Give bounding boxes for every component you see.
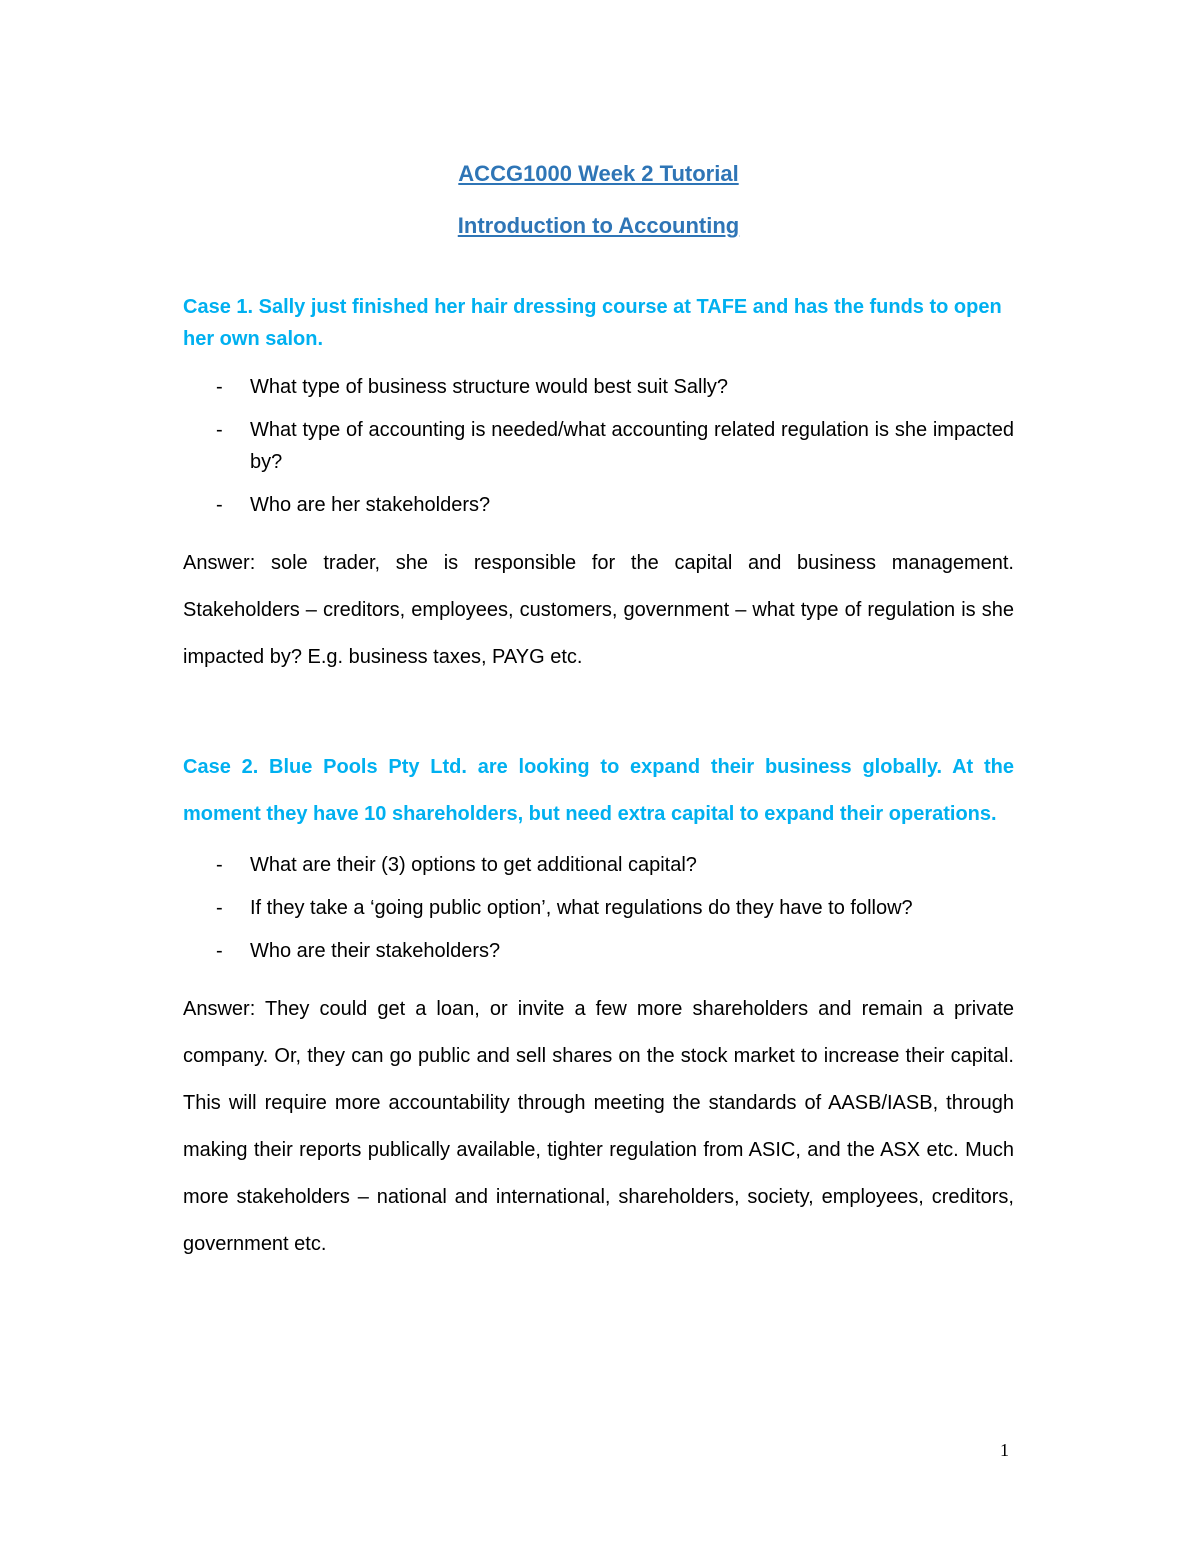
list-item xyxy=(183,371,1014,403)
list-item xyxy=(183,892,1014,924)
case-1-heading: Case 1. Sally just finished her hair dressing course at TAFE and has the funds to open her own salon. xyxy=(183,296,1002,350)
bullet-dash: - xyxy=(216,419,223,441)
bullet-dash: - xyxy=(216,940,223,962)
case-2-questions xyxy=(183,849,1014,967)
document-subtitle: Introduction to Accounting xyxy=(457,213,740,238)
bullet-dash: - xyxy=(216,376,223,398)
list-item xyxy=(183,849,1014,881)
case-2-question-2: If they take a ‘going public option’, what regulations do they have to follow? xyxy=(250,897,913,919)
case-2-question-1: What are their (3) options to get additional capital? xyxy=(250,854,697,876)
case-1-questions xyxy=(183,371,1014,521)
document-body xyxy=(183,155,1014,1268)
list-item xyxy=(183,489,1014,521)
case-1-answer: Answer: sole trader, she is responsible for the capital and business management. Stakeholders – creditors, employees, customers, government – what type of regulation is she impacted by? E.g. business taxes, PAYG etc. xyxy=(183,552,1014,668)
case-2-heading: Case 2. Blue Pools Pty Ltd. are looking to expand their business globally. At the moment they have 10 shareholders, but need extra capital to expand their operations. xyxy=(183,756,1014,825)
list-item xyxy=(183,414,1014,478)
bullet-dash: - xyxy=(216,897,223,919)
page-number: 1 xyxy=(1000,1440,1009,1460)
case-1-question-3: Who are her stakeholders? xyxy=(250,494,491,516)
document-title: ACCG1000 Week 2 Tutorial xyxy=(458,161,739,186)
case-2-answer: Answer: They could get a loan, or invite a few more shareholders and remain a private company. Or, they can go public and sell shares on the stock market to increase their capital. This will require more accountability through meeting the standards of AASB/IASB, through making their reports publically available, tighter regulation from ASIC, and the ASX etc. Much more stakeholders – national and international, shareholders, society, employees, creditors, government etc. xyxy=(183,998,1014,1255)
bullet-dash: - xyxy=(216,494,223,516)
case-1-question-2: What type of accounting is needed/what accounting related regulation is she impacted by? xyxy=(250,419,1014,473)
case-1-question-1: What type of business structure would best suit Sally? xyxy=(250,376,729,398)
bullet-dash: - xyxy=(216,854,223,876)
list-item xyxy=(183,935,1014,967)
case-2-question-3: Who are their stakeholders? xyxy=(250,940,501,962)
